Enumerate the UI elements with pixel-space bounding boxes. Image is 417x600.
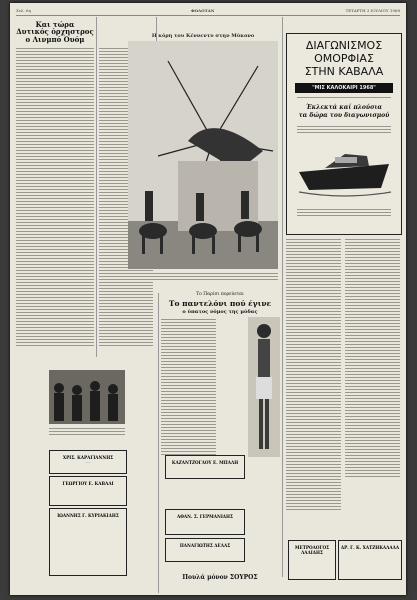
ad-germanidis: ΑΘΑΝ. Σ. ΓΕΡΜΑΝΙΔΗΣ	[165, 509, 245, 535]
center-kicker: Το Παρίσι πορεύεται	[196, 292, 244, 297]
ad-lalidis: ΜΕΤΡΟΛΟΓΟΣ ΛΑΛΙΔΗΣ	[288, 540, 336, 580]
right-col-2	[345, 239, 400, 479]
ad-delas: ΠΑΝΑΓΙΩΤΗΣ ΔΕΛΑΣ	[165, 538, 245, 562]
contest-title-3: ΣΤΗΝ ΚΑΒΑΛΑ	[304, 65, 384, 78]
page-number: Σελ. 6η	[16, 8, 31, 13]
ad-kavali: ΓΕΩΡΓΙΟΥ Ε. ΚΑΒΑΛΙ	[49, 476, 127, 506]
paper-name: ΦΩΛΟΤΑΝ	[191, 8, 215, 13]
windmill-image	[128, 41, 278, 269]
contest-title-1: ΔΙΑΓΩΝΙΣΜΟΣ	[305, 39, 383, 52]
page-date: ΤΕΤΑΡΤΗ 3 ΙΟΥΛΙΟΥ 1968	[345, 8, 400, 13]
fashion-photo	[248, 317, 280, 457]
contest-details	[297, 126, 391, 135]
group-photo	[49, 370, 125, 424]
contest-banner: "ΜΙΣ ΚΑΛΟΚΑΙΡΙ 1968"	[295, 83, 393, 93]
ad-kazantzoglou: ΚΑΖΑΝΤΖΟΓΛΟΥ Ε. ΜΠΑΛΗ	[165, 455, 245, 479]
windmill-photo	[128, 41, 278, 269]
contest-sub-1: Έκλεκτά καί πλούσια	[305, 104, 383, 111]
center-article-body	[161, 319, 216, 457]
contest-ad	[286, 33, 402, 235]
contest-sub-2: τα δώρα του διαγωνισμού	[298, 112, 390, 119]
ad-karagiannis: ΧΡΙΣ. ΚΑΡΑΓΙΑΝΝΗΣ ·····	[49, 450, 127, 474]
contest-title-2: ΟΜΟΡΦΙΑΣ	[314, 52, 374, 65]
ad-kyriakidis: ΙΩΑΝΝΗΣ Γ. ΚΥΡΙΑΚΙΔΗΣ	[49, 508, 127, 576]
right-col-1	[286, 239, 341, 512]
center-headline-1: Το παντελόνι πού έγινε	[168, 299, 272, 308]
ad-souros: Πουλά μόνον ΣΟΥΡΟΣ	[182, 574, 258, 581]
contest-footer	[297, 209, 391, 218]
group-photo-caption	[49, 428, 125, 437]
ad-chatzikalala: ΔΡ. Γ. Κ. ΧΑΤΖΗΚΑΛΑΛΑ	[338, 540, 402, 580]
page-header	[16, 7, 400, 16]
center-headline-2: ο ύπατος νόμος της μόδας	[182, 309, 258, 315]
model-figure	[248, 317, 280, 457]
group-image	[49, 370, 125, 424]
boat-image	[295, 142, 393, 202]
newspaper-page	[10, 3, 406, 595]
main-photo-caption-text	[128, 273, 278, 282]
left-headline: Και τώρα Δυτικός όρχηστρος ο Λινμπό Ουόμ	[16, 20, 94, 44]
left-article-body	[16, 48, 94, 348]
main-photo-caption: Η κόρη του Κέννεντυ στην Μύκονο	[151, 33, 255, 39]
contest-intro	[297, 97, 391, 100]
